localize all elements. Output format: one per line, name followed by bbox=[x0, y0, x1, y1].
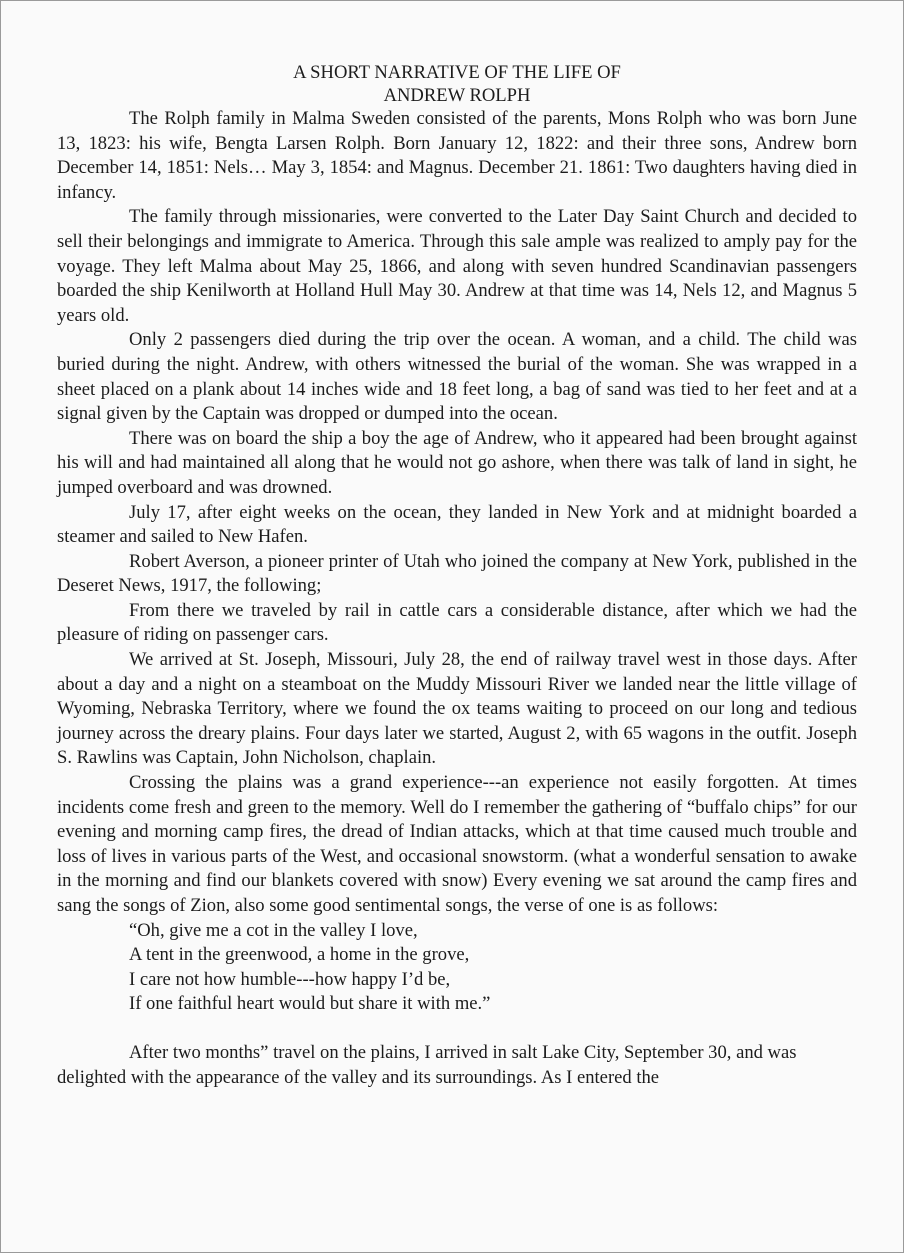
paragraph-voyage: The family through missionaries, were converted to the Later Day Saint Church and decided to sell their belongings and immigrate to America. Through this sale ample was realized to amply pay for the voyage. They left Malma about May 25, 1866, and along with seven hundred Scandinavian passengers boarded the ship Kenilworth at Holland Hull May 30. Andrew at that time was 14, Nels 12, and Magnus 5 years old. bbox=[57, 206, 857, 326]
paragraph-boy-overboard: There was on board the ship a boy the age of Andrew, who it appeared had been brought against his will and had maintained all along that he would not go ashore, when there was talk of land in sight, he jumped overboard and was drowned. bbox=[57, 427, 857, 498]
verse-line-4: If one faithful heart would but share it with me.” bbox=[129, 993, 491, 1015]
verse-line-3: I care not how humble---how happy I’d be, bbox=[129, 968, 451, 990]
song-verse bbox=[57, 919, 857, 1017]
verse-line-1: “Oh, give me a cot in the valley I love, bbox=[129, 919, 418, 941]
document-title bbox=[57, 61, 857, 107]
document-page bbox=[57, 61, 857, 1090]
paragraph-crossing-plains: Crossing the plains was a grand experience---an experience not easily forgotten. At times incidents come fresh and green to the memory. Well do I remember the gathering of “buffalo chips” for our evening and morning camp fires, the dread of Indian attacks, which at that time caused much trouble and loss of lives in various parts of the West, and occasional snowstorm. (what a wonderful sensation to awake in the morning and find our blankets covered with snow) Every evening we sat around the camp fires and sang the songs of Zion, also some good sentimental songs, the verse of one is as follows: bbox=[57, 772, 857, 916]
paragraph-gap bbox=[57, 1017, 857, 1041]
paragraph-st-joseph: We arrived at St. Joseph, Missouri, July 28, the end of railway travel west in those days. After about a day and a night on a steamboat on the Muddy Missouri River we landed near the little village of Wyoming, Nebraska Territory, where we found the ox teams waiting to proceed on our long and tedious journey across the dreary plains. Four days later we started, August 2, with 65 wagons in the outfit. Joseph S. Rawlins was Captain, John Nicholson, chaplain. bbox=[57, 649, 857, 769]
paragraph-rail: From there we traveled by rail in cattle cars a considerable distance, after which we had the pleasure of riding on passenger cars. bbox=[57, 599, 857, 646]
paragraph-averson: Robert Averson, a pioneer printer of Utah who joined the company at New York, published in the Deseret News, 1917, the following; bbox=[57, 550, 857, 597]
title-line-1: A SHORT NARRATIVE OF THE LIFE OF bbox=[293, 62, 621, 83]
title-line-2: ANDREW ROLPH bbox=[383, 85, 531, 106]
paragraph-burial: Only 2 passengers died during the trip over the ocean. A woman, and a child. The child was buried during the night. Andrew, with others witnessed the burial of the woman. She was wrapped in a sheet placed on a plank about 14 inches wide and 18 feet long, a bag of sand was tied to her feet and at a signal given by the Captain was dropped or dumped into the ocean. bbox=[57, 329, 857, 425]
paragraph-salt-lake: After two months” travel on the plains, I arrived in salt Lake City, September 30, and was delighted with the appearance of the valley and its surroundings. As I entered the bbox=[57, 1041, 797, 1088]
paragraph-family: The Rolph family in Malma Sweden consisted of the parents, Mons Rolph who was born June 13, 1823: his wife, Bengta Larsen Rolph. Born January 12, 1822: and their three sons, Andrew born December 14, 1851: Nels… May 3, 1854: and Magnus. December 21. 1861: Two daughters having died in infancy. bbox=[57, 108, 857, 203]
verse-line-2: A tent in the greenwood, a home in the grove, bbox=[129, 944, 470, 966]
paragraph-new-york: July 17, after eight weeks on the ocean, they landed in New York and at midnight boarded a steamer and sailed to New Hafen. bbox=[57, 501, 857, 548]
